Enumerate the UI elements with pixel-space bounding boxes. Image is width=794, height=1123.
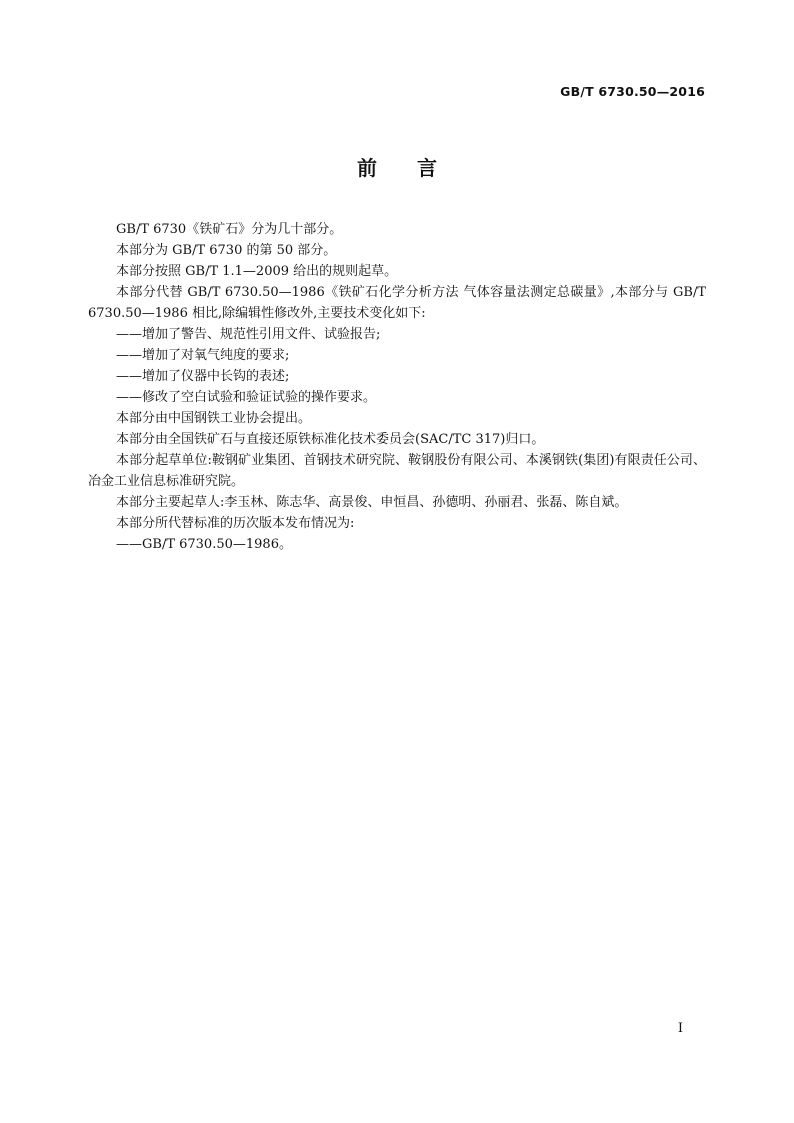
page-title xyxy=(0,152,794,181)
paragraph-drafters: 本部分主要起草人:李玉林、陈志华、高景俊、申恒昌、孙德明、孙丽君、张磊、陈自斌。 xyxy=(116,495,628,510)
list-item-change: ——增加了对氧气纯度的要求; xyxy=(116,348,290,363)
page-title-char-1: 前 xyxy=(357,156,377,180)
paragraph-history-intro: 本部分所代替标准的历次版本发布情况为: xyxy=(116,516,355,531)
paragraph-drafting-rules: 本部分按照 GB/T 1.1—2009 给出的规则起草。 xyxy=(116,264,398,279)
list-item-change: ——修改了空白试验和验证试验的操作要求。 xyxy=(116,390,377,405)
standard-number: GB/T 6730.50—2016 xyxy=(560,84,705,99)
paragraph-proposed-by: 本部分由中国钢铁工业协会提出。 xyxy=(116,411,312,426)
paragraph-replacement: 本部分代替 GB/T 6730.50—1986《铁矿石化学分析方法 气体容量法测定总碳量》,本部分与 GB/T 6730.50—1986 相比,除编辑性修改外,主要技术变化如下: xyxy=(88,285,706,321)
page-title-char-2: 言 xyxy=(417,156,437,180)
page-number: I xyxy=(677,1021,683,1036)
list-item-change: ——增加了警告、规范性引用文件、试验报告; xyxy=(116,327,381,342)
paragraph-part-number: 本部分为 GB/T 6730 的第 50 部分。 xyxy=(116,243,337,258)
list-item-history: ——GB/T 6730.50—1986。 xyxy=(116,537,292,552)
paragraph-drafting-units: 本部分起草单位:鞍钢矿业集团、首钢技术研究院、鞍钢股份有限公司、本溪钢铁(集团)有限责任公司、冶金工业信息标准研究院。 xyxy=(88,453,706,489)
paragraph-part-count: GB/T 6730《铁矿石》分为几十部分。 xyxy=(116,222,343,237)
paragraph-centralized-by: 本部分由全国铁矿石与直接还原铁标准化技术委员会(SAC/TC 317)归口。 xyxy=(116,432,545,447)
list-item-change: ——增加了仪器中长钩的表述; xyxy=(116,369,290,384)
foreword-body xyxy=(88,219,706,555)
